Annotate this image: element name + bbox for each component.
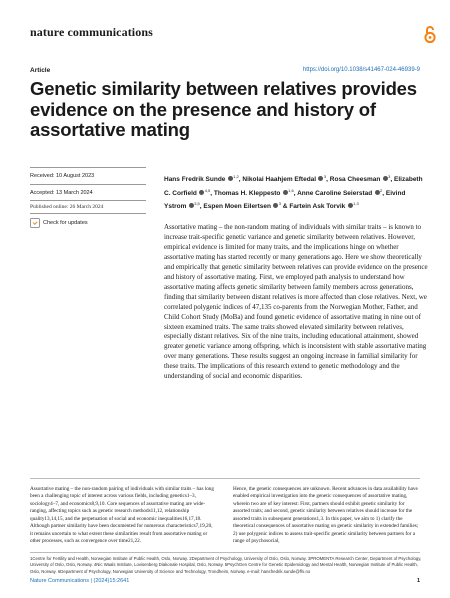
orcid-icon[interactable] <box>318 176 323 181</box>
orcid-icon[interactable] <box>383 174 391 181</box>
author-name: Eivind Ystrom <box>164 189 406 210</box>
abstract: Assortative mating – the non-random mating of individuals with similar traits – is known to increase trait-specific genetic variance and genetic similarity between relatives. However, empirical evidence is limited for many traits, and the implications hinge on whether assortative mating has started recently or many generations ago. Here we show theoretically and empirically that genetic similarity between relatives can provide evidence on the presence and history of assortative mating. First, we employed path analysis to understand how assortative mating affects genetic similarity between family members across generations, finding that similarity between distant relatives is more affected than close relatives. Next, we correlated polygenic indices of 47,135 co-parents from the Norwegian Mother, Father, and Child Cohort Study (MoBa) and found genetic evidence of assortative mating in nine out of sixteen examined traits. The same traits showed elevated similarity between relatives, especially distant relatives. Six of the nine traits, including educational attainment, showed greater genetic variance among offspring, which is inconsistent with stable assortative mating over many generations. These results suggest an ongoing increase in familial similarity for these traits. The implications of this research extend to genetic methodology and the understanding of social and economic disparities. <box>164 223 428 381</box>
page-number: 1 <box>416 578 420 584</box>
author-item[interactable] <box>242 176 326 183</box>
author-name: Rosa Cheesman <box>329 176 381 183</box>
article-title: Genetic similarity between relatives provides evidence on the presence and history of assortative mating <box>30 78 417 140</box>
article-type-label: Article <box>30 67 51 74</box>
author-separator: , <box>238 176 243 183</box>
author-affiliation-number: 3 <box>278 201 281 206</box>
author-name: Hans Fredrik Sunde <box>164 176 226 183</box>
author-separator: , <box>210 189 214 197</box>
author-separator: , <box>326 176 330 183</box>
author-item[interactable] <box>330 176 391 183</box>
divider <box>30 200 146 201</box>
author-affiliation-number: 1,6 <box>288 187 294 193</box>
author-separator: , <box>199 203 204 210</box>
author-affiliation-number: 3,5 <box>194 201 200 206</box>
orcid-icon[interactable] <box>348 203 353 208</box>
divider <box>30 184 146 185</box>
orcid-icon[interactable] <box>283 190 288 195</box>
author-affiliation-number: 4,5 <box>204 187 211 193</box>
footer-citation: Nature Communications | (2024)15:2641 <box>30 578 130 584</box>
author-name: Elizabeth C. Corfield <box>164 176 423 197</box>
author-name: Fartein Ask Torvik <box>289 203 346 210</box>
author-item[interactable] <box>203 203 281 210</box>
received-date: Received: 10 August 2023 <box>30 173 95 179</box>
divider <box>30 552 420 553</box>
check-for-updates-button[interactable] <box>30 218 88 228</box>
author-separator: , <box>293 189 298 197</box>
author-item[interactable] <box>297 187 383 197</box>
body-text-right: Hence, the genetic consequences are unknown. Recent advances in data availability have enabled empirical investigation into the genetic consequences of assortative mating, wherein two are of key interest: First, partners should exhibit genetic similarity for assorted traits; and second, genetic similarity between relatives should increase for the assorted traits in subsequent generations1,3. In this paper, we aim to 1) clarify the theoretical consequences of assortative mating on genetic similarity in extended families; 2) use polygenic indices to assess trait-specific genetic similarity between partners for a range of psychosocial, <box>233 486 419 545</box>
orcid-icon[interactable] <box>273 203 278 208</box>
author-name: Anne Caroline Seierstad <box>297 189 373 197</box>
author-affiliation-number: 1,2 <box>233 174 239 179</box>
author-separator: & <box>281 203 290 210</box>
author-name: Thomas H. Kleppesto <box>213 189 281 197</box>
open-access-icon <box>423 25 437 44</box>
author-list <box>164 172 428 213</box>
affiliations: 1Centre for Fertility and Health, Norwegian Institute of Public Health, Oslo, Norway. 2Department of Psychology, University of Oslo, Oslo, Norway. 3PROMENTA Research Center, Department of Psychology, University of Oslo, Oslo, Norway. 4Nic Waals Institute, Lovisenberg Diakonale Hospital, Oslo, Norway. 5PsychGen Centre for Genetic Epidemiology and Mental Health, Norwegian Institute of Public Health, Oslo, Norway. 6Department of Psychology, Norwegian University of Science and Technology, Trondheim, Norway. e-mail: hansfredrik.sunde@fhi.no <box>30 556 422 574</box>
author-affiliation-number: 1,3 <box>353 201 359 206</box>
accepted-date: Accepted: 13 March 2024 <box>30 190 93 196</box>
author-affiliation-number: 3 <box>388 174 391 179</box>
divider <box>30 213 146 214</box>
doi-link[interactable]: https://doi.org/10.1038/s41467-024-46939-9 <box>302 67 420 73</box>
author-separator: , <box>382 189 386 197</box>
author-item[interactable] <box>289 203 358 210</box>
author-affiliation-number: 2 <box>380 187 383 193</box>
orcid-icon[interactable] <box>189 203 194 208</box>
orcid-icon[interactable] <box>375 187 383 195</box>
author-item[interactable] <box>213 187 294 197</box>
body-text-left: Assortative mating – the non-random pairing of individuals with similar traits – has long been a challenging topic of interest across various fields, including genetics1–3, sociology4–7, and economics8,9,10. Core sequences of assortative mating are wide-ranging, affecting topics such as genetic research methods11,12, relationship quality13,14,15, and the perpetuation of social and economic inequalities16,17,18. Although partner similarity have been documented for numerous characteristics7,19,20, it remains uncertain to what extent these similarities result from assortative mating or other processes, such as convergence over time21,22. <box>30 486 214 545</box>
check-updates-label: Check for updates <box>43 220 88 226</box>
check-updates-icon <box>30 218 40 228</box>
author-name: Espen Moen Eilertsen <box>203 203 271 210</box>
author-item[interactable] <box>164 176 239 183</box>
author-affiliation-number: 3 <box>323 174 327 179</box>
author-separator: , <box>390 176 395 183</box>
orcid-icon[interactable] <box>199 190 204 195</box>
orcid-icon[interactable] <box>228 176 233 181</box>
author-name: Nikolai Haahjem Eftedal <box>242 176 317 183</box>
published-date: Published online: 26 March 2024 <box>30 204 104 210</box>
journal-name[interactable]: nature communications <box>30 25 153 39</box>
divider <box>30 478 420 479</box>
divider <box>30 167 146 168</box>
